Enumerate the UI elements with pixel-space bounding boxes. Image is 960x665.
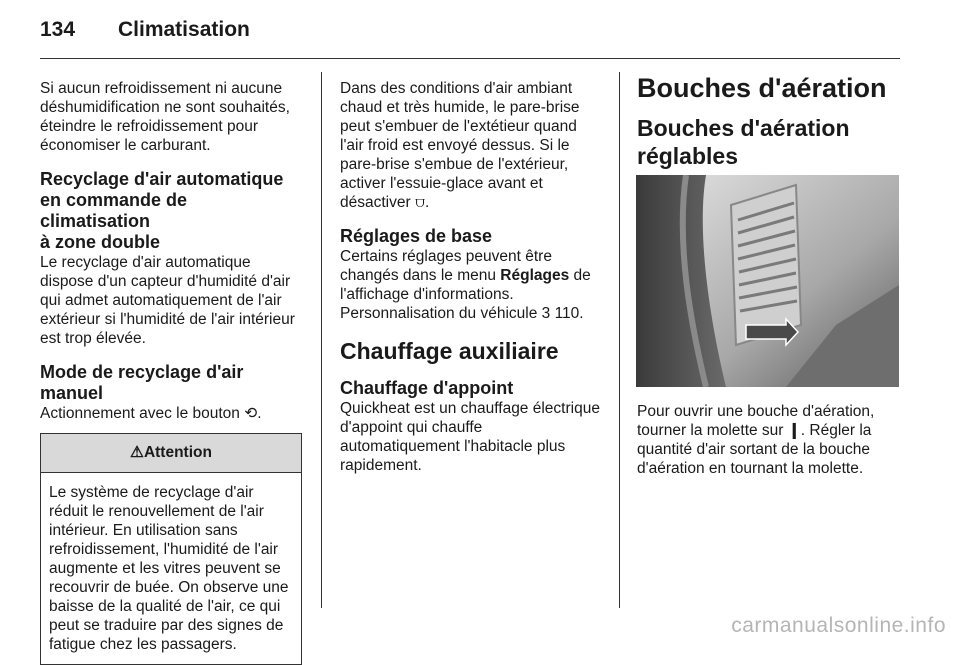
supplementary-heater-paragraph: Quickheat est un chauffage électrique d'appoint qui chauffe automatiquement l'habitacle plus rapidement. (340, 400, 600, 474)
page-reference: 110. (550, 305, 584, 322)
watermark: carmanualsonline.info (731, 614, 946, 637)
section-heading-auto-recirculation-cont: à zone double (40, 232, 161, 252)
settings-menu-label: Réglages (500, 267, 570, 284)
windscreen-fog-paragraph (340, 79, 602, 212)
section-heading-auto-recirculation: Recyclage d'air automatique en commande de climatisation (40, 169, 284, 231)
adjustable-vents-text-a: Pour ouvrir une bouche d'aération, tourner la molette sur (637, 403, 875, 439)
section-heading-adjustable-vents: Bouches d'aération réglables (637, 115, 850, 169)
warning-title: Attention (143, 444, 212, 461)
page-title: Climatisation (118, 18, 250, 41)
auto-recirculation-paragraph: Le recyclage d'air automatique dispose d'un capteur d'humidité d'air qui admet automatiquement de l'air extérieur si l'humidité de l'air intérieur est trop élevée. (40, 254, 295, 347)
adjustable-vents-text-b: . Régler la quantité d'air sortant de la bouche d'aération en tournant la molette. (637, 422, 872, 477)
warning-text: Le système de recyclage d'air réduit le renouvellement de l'air intérieur. En utilisation sans refroidissement, l'humidité de l'air augmente et les vitres peuvent se recouvrir de buée. On observe une baisse de la qualité de l'air, ce qui peut se traduire par des signes de fatigue chez les passagers. (49, 484, 289, 653)
adjustable-vents-paragraph (637, 402, 899, 478)
section-heading-supplementary-heater: Chauffage d'appoint (340, 378, 514, 398)
page-reference-arrow-icon: 3 (541, 305, 551, 322)
windscreen-fog-end: . (425, 194, 430, 211)
column-divider-1 (321, 72, 322, 608)
header-rule (40, 58, 900, 59)
warning-header (41, 434, 301, 473)
intro-paragraph: Si aucun refroidissement ni aucune déshumidification ne sont souhaités, éteindre le refroidissement pour économiser le carburant. (40, 80, 290, 154)
section-heading-manual-recirculation: Mode de recyclage d'air manuel (40, 362, 244, 403)
column-3 (637, 72, 899, 186)
section-heading-basic-settings: Réglages de base (340, 226, 493, 246)
wiper-icon: ⩌ (414, 194, 426, 211)
manual-recirculation-paragraph (40, 404, 302, 423)
basic-settings-paragraph (340, 247, 602, 323)
warning-box (40, 433, 302, 665)
thumbwheel-symbol: ❙ (787, 422, 801, 439)
air-vent-photo (636, 175, 899, 387)
column-2 (340, 79, 602, 489)
recirculation-button-icon: ⟲ (244, 405, 258, 422)
windscreen-fog-text: Dans des conditions d'air ambiant chaud et très humide, le pare-brise peut s'embuer de l'extétieur quand l'air froid est envoyé dessus. Si le pare-brise s'embue de l'extérieur, activer l'essuie-glace avant et désactiver (340, 80, 580, 211)
manual-recirculation-text: Actionnement avec le bouton (40, 405, 240, 422)
basic-settings-text-b: de l'affichage d'informations. Personnalisation du véhicule (340, 267, 591, 322)
manual-recirculation-end: . (257, 405, 262, 422)
page-number: 134 (40, 18, 76, 41)
basic-settings-text-a: Certains réglages peuvent être changés dans le menu (340, 248, 552, 284)
section-heading-air-vents: Bouches d'aération (637, 73, 887, 103)
warning-triangle-icon: ⚠ (130, 444, 144, 461)
column-divider-2 (619, 72, 620, 608)
section-heading-auxiliary-heating: Chauffage auxiliaire (340, 338, 559, 364)
column-1 (40, 79, 302, 665)
